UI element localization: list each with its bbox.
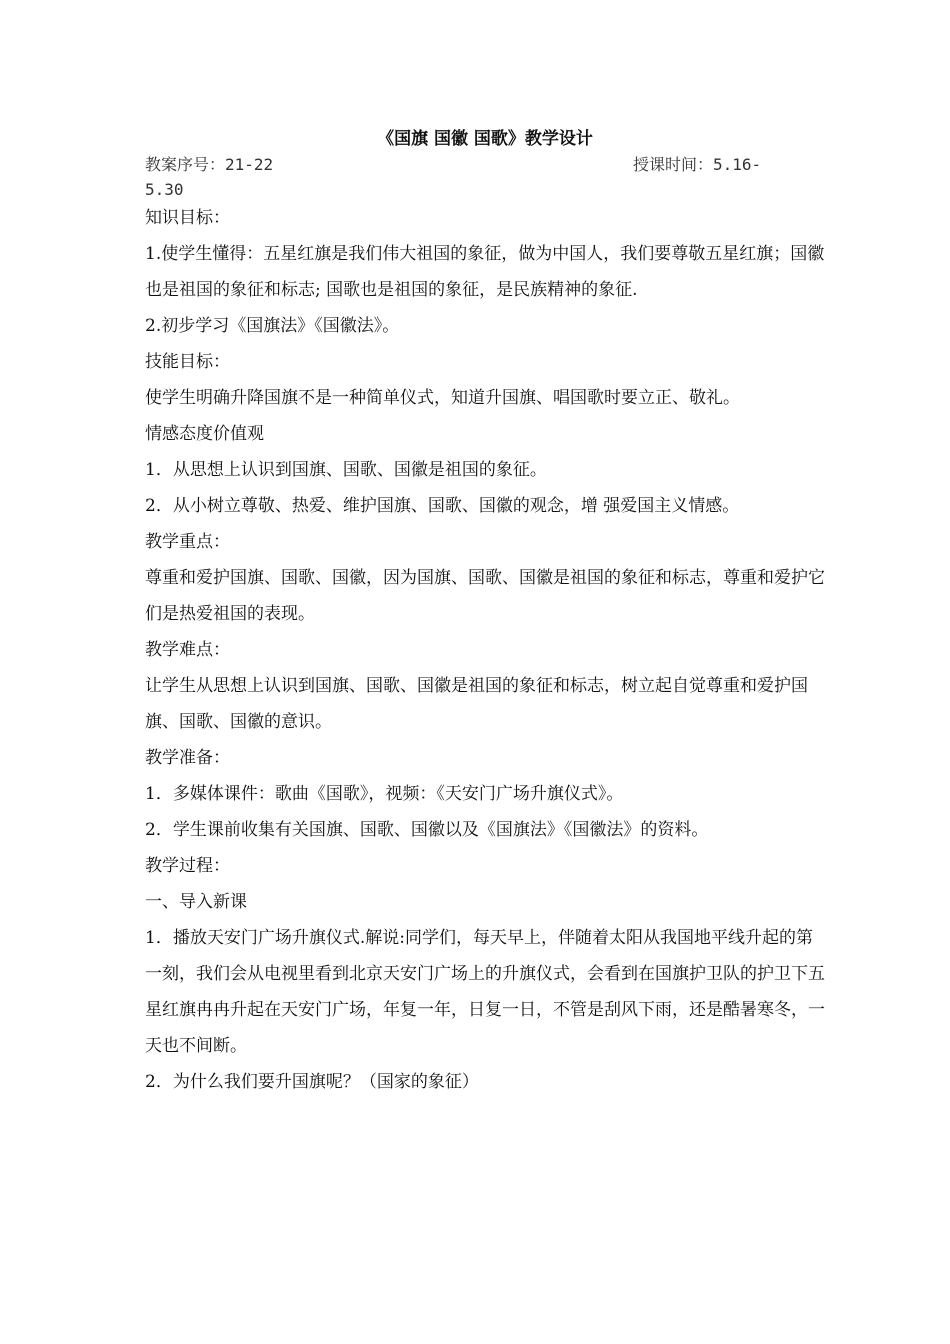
paragraph: 2．为什么我们要升国旗呢？（国家的象征）: [145, 1072, 479, 1092]
subheading-introduction: 一、导入新课: [145, 892, 247, 912]
heading-difficulties: 教学难点：: [145, 640, 230, 660]
paragraph: 尊重和爱护国旗、国歌、国徽，因为国旗、国歌、国徽是祖国的象征和标志，尊重和爱护它们是热爱祖国的表现。: [145, 568, 825, 624]
paragraph: 使学生明确升降国旗不是一种简单仪式，知道升国旗、唱国歌时要立正、敬礼。: [145, 388, 740, 408]
document-title: 《国旗 国徽 国歌》教学设计: [377, 129, 593, 149]
paragraph: 让学生从思想上认识到国旗、国歌、国徽是祖国的象征和标志，树立起自觉尊重和爱护国旗、国歌、国徽的意识。: [145, 676, 808, 732]
paragraph: 1.使学生懂得：五星红旗是我们伟大祖国的象征，做为中国人，我们要尊敬五星红旗；国徽也是祖国的象征和标志; 国歌也是祖国的象征，是民族精神的象征.: [145, 244, 825, 300]
document-body: [145, 200, 825, 1100]
lesson-time: 授课时间：5.16-: [633, 155, 762, 174]
lesson-number: 教案序号：21-22: [145, 155, 274, 174]
paragraph: 1．从思想上认识到国旗、国歌、国徽是祖国的象征。: [145, 460, 547, 480]
paragraph: 2．从小树立尊敬、热爱、维护国旗、国歌、国徽的观念，增 强爱国主义情感。: [145, 496, 740, 516]
heading-preparation: 教学准备：: [145, 748, 230, 768]
heading-key-points: 教学重点：: [145, 532, 230, 552]
paragraph: 1．多媒体课件：歌曲《国歌》，视频：《天安门广场升旗仪式》。: [145, 784, 624, 804]
paragraph: 2.初步学习《国旗法》《国徽法》。: [145, 316, 400, 336]
heading-skill-goals: 技能目标：: [145, 352, 230, 372]
heading-attitude-values: 情感态度价值观: [145, 424, 264, 444]
lesson-time-continued: 5.30: [145, 180, 184, 199]
heading-knowledge-goals: 知识目标：: [145, 208, 230, 228]
paragraph: 1．播放天安门广场升旗仪式.解说:同学们，每天早上，伴随着太阳从我国地平线升起的第一刻，我们会从电视里看到北京天安门广场上的升旗仪式，会看到在国旗护卫队的护卫下五星红旗冉冉升起在天安门广场，年复一年，日复一日，不管是刮风下雨，还是酷暑寒冬，一天也不间断。: [145, 928, 825, 1056]
paragraph: 2．学生课前收集有关国旗、国歌、国徽以及《国旗法》《国徽法》的资料。: [145, 820, 709, 840]
heading-process: 教学过程：: [145, 856, 230, 876]
